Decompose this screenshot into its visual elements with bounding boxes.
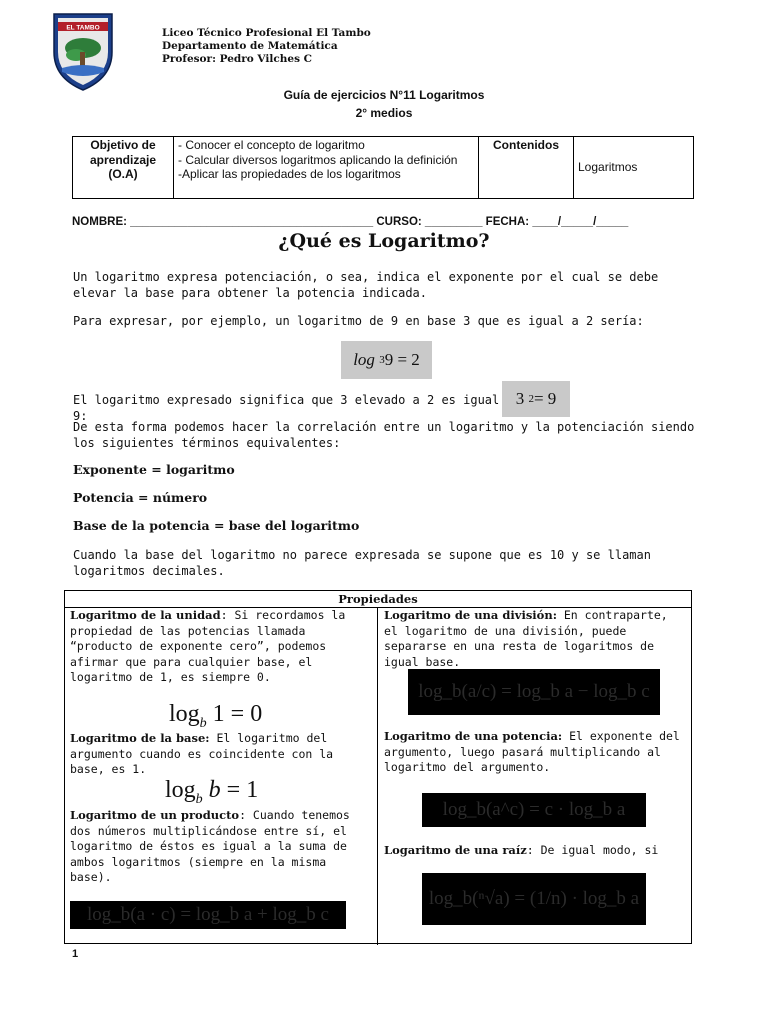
equivalence-1: Exponente = logaritmo [73, 462, 235, 477]
school-crest [50, 8, 116, 92]
base-title: Logaritmo de la base: [70, 731, 210, 745]
division-property [384, 608, 684, 670]
page-number: 1 [72, 948, 79, 960]
properties-header: Propiedades [65, 591, 691, 608]
objectives-list [174, 137, 479, 199]
objectives-table [72, 136, 694, 199]
intro-paragraph-5: Cuando la base del logaritmo no parece expresada se supone que es 10 y se llaman logaritmos decimales. [73, 548, 651, 578]
equivalence-3: Base de la potencia = base del logaritmo [73, 518, 360, 533]
power-text: El exponente del argumento, luego pasará multiplicando al logaritmo del argumento. [384, 729, 680, 774]
formula-base: 3 [379, 354, 385, 366]
unit-text: : Si recordamos la propiedad de las potencias llamada “producto de exponente cero”, podemos afirmar que para cualquier base, el logaritmo de 1, es siempre 0. [70, 608, 346, 684]
guide-level: 2° medios [355, 106, 413, 120]
base-property [70, 731, 370, 778]
student-fields[interactable]: NOMBRE: ______________________________________ CURSO: _________ FECHA: ____/_____/_____ [72, 216, 629, 228]
power-property [384, 729, 684, 776]
equivalence-2: Potencia = número [73, 490, 208, 505]
contents-value: Logaritmos [574, 137, 694, 199]
product-property [70, 808, 370, 886]
unit-formula: $\log_b 1 = 0$ [169, 701, 263, 731]
intro-paragraph-3: El logaritmo expresado significa que 3 elevado a 2 es igual 9: [73, 393, 500, 423]
division-text: En contraparte, el logaritmo de una división, puede separarse en una resta de logaritmos de igual base. [384, 608, 668, 669]
guide-heading [0, 86, 768, 122]
department-name: Departamento de Matemática [162, 40, 338, 52]
objectives-label: Objetivo de aprendizaje (O.A) [73, 137, 174, 199]
properties-divider [377, 607, 378, 945]
intro-paragraph-4: De esta forma podemos hacer la correlación entre un logaritmo y la potenciación siendo los siguientes términos equivalentes: [73, 420, 695, 450]
formula-rest: 9 = 2 [384, 350, 420, 369]
formula-log: log [353, 350, 375, 369]
unit-title: Logaritmo de la unidad [70, 608, 221, 622]
product-text: : Cuando tenemos dos números multiplicándose entre sí, el logaritmo de éstos es igual a la suma de ambos logaritmos (siempre en la misma base). [70, 808, 350, 884]
root-formula: log_b(ⁿ√a) = (1/n) · log_b a [422, 873, 646, 925]
base-formula: $\log_b b = 1$ [165, 777, 259, 807]
power-base: 3 [515, 389, 525, 408]
power-title: Logaritmo de una potencia: [384, 729, 563, 743]
school-name: Liceo Técnico Profesional El Tambo [162, 27, 371, 39]
main-title: ¿Qué es Logaritmo? [278, 230, 490, 252]
root-text: : De igual modo, si [526, 843, 659, 857]
root-title: Logaritmo de una raíz [384, 843, 527, 857]
objective-item: -Aplicar las propiedades de los logaritmos [178, 167, 401, 181]
teacher-name: Profesor: Pedro Vilches C [162, 53, 313, 65]
product-title: Logaritmo de un producto [70, 808, 240, 822]
base-text: El logaritmo del argumento cuando es coincidente con la base, es 1. [70, 731, 334, 776]
objective-item: - Calcular diversos logaritmos aplicando la definición [178, 152, 458, 167]
power-example-formula [502, 381, 570, 417]
division-title: Logaritmo de una división: [384, 608, 557, 622]
guide-title: Guía de ejercicios N°11 Logaritmos [283, 88, 485, 102]
root-property [384, 843, 684, 859]
intro-paragraph-2: Para expresar, por ejemplo, un logaritmo de 9 en base 3 que es igual a 2 sería: [73, 314, 644, 328]
product-formula: log_b(a · c) = log_b a + log_b c [70, 901, 346, 929]
intro-paragraph-1: Un logaritmo expresa potenciación, o sea, indica el exponente por el cual se debe elevar la base para obtener la potencia indicada. [73, 270, 659, 300]
log-example-formula [341, 341, 432, 379]
school-info [162, 27, 371, 66]
contents-label: Contenidos [479, 137, 574, 199]
division-formula: log_b(a/c) = log_b a − log_b c [408, 669, 660, 715]
power-rest: = 9 [533, 389, 557, 408]
power-formula: log_b(a^c) = c · log_b a [422, 793, 646, 827]
unit-property [70, 608, 370, 686]
properties-table [64, 590, 692, 944]
power-exp: 2 [528, 393, 534, 405]
objective-item: - Conocer el concepto de logaritmo [178, 138, 365, 152]
svg-text:EL TAMBO: EL TAMBO [66, 24, 100, 32]
